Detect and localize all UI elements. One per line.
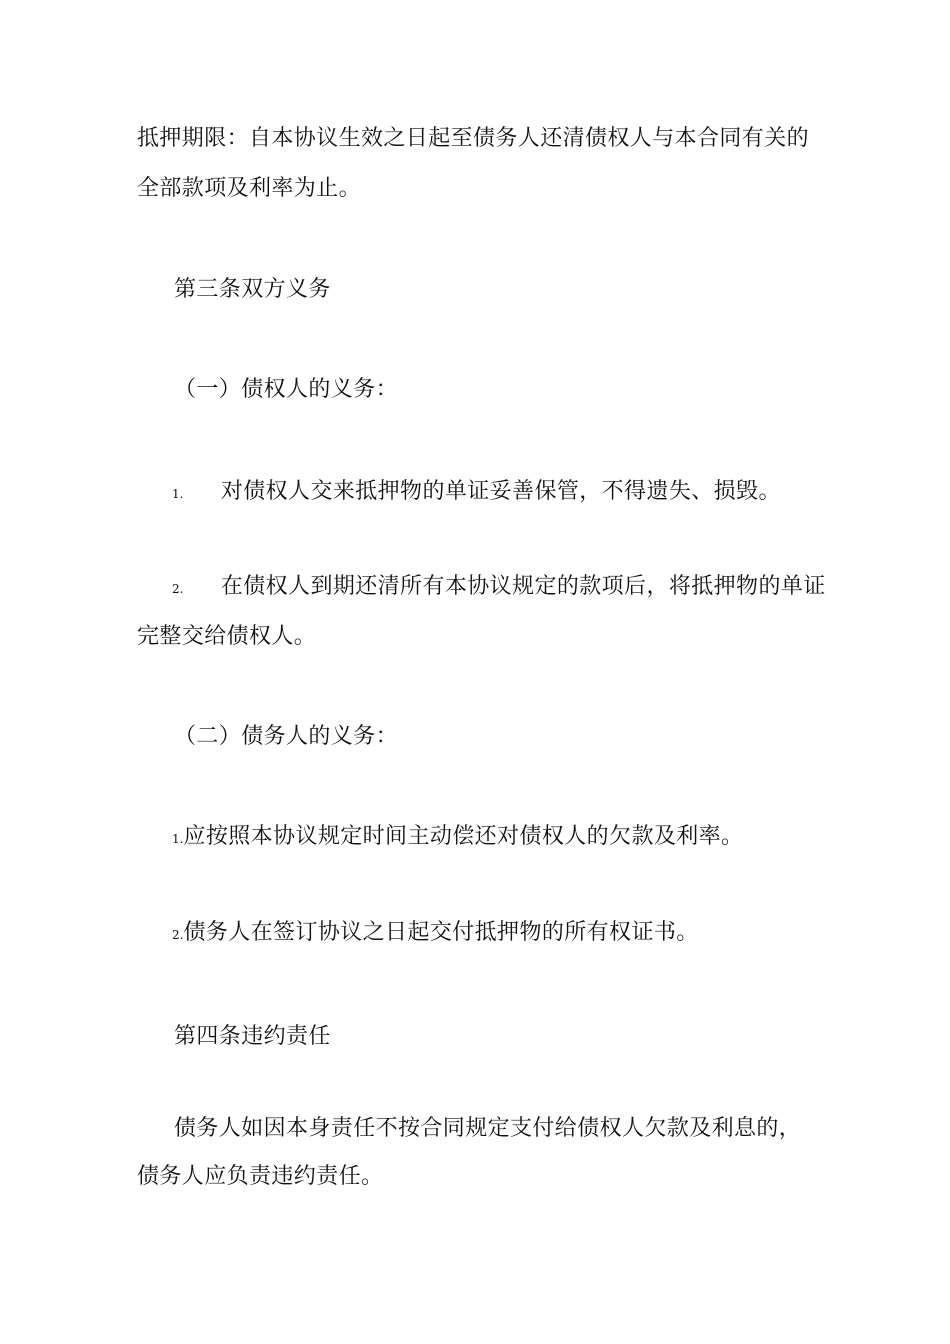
paragraph-mortgage-term-line1: 抵押期限：自本协议生效之日起至债务人还清债权人与本合同有关的 xyxy=(137,126,810,151)
debtor-obligation-item-1 xyxy=(172,822,743,854)
paragraph-breach-line1: 债务人如因本身责任不按合同规定支付给债权人欠款及利息的， xyxy=(174,1116,802,1141)
paragraph-breach-line2: 债务人应负责违约责任。 xyxy=(137,1164,384,1189)
item-number: 1. xyxy=(172,487,184,501)
article-3-heading: 第三条双方义务 xyxy=(174,277,331,302)
item-number: 2. xyxy=(172,582,184,596)
creditor-obligations-heading: （一）债权人的义务： xyxy=(174,377,399,402)
item-number: 1. xyxy=(172,832,184,846)
creditor-obligation-item-2-line2: 完整交给债权人。 xyxy=(137,624,317,649)
creditor-obligation-item-1 xyxy=(172,477,781,509)
paragraph-mortgage-term-line2: 全部款项及利率为止。 xyxy=(137,176,362,201)
item-text: 在债权人到期还清所有本协议规定的款项后，将抵押物的单证 xyxy=(220,574,826,599)
item-number: 2. xyxy=(172,928,184,942)
item-text: 对债权人交来抵押物的单证妥善保管，不得遗失、损毁。 xyxy=(220,479,781,504)
item-text: 应按照本协议规定时间主动偿还对债权人的欠款及利率。 xyxy=(183,824,744,849)
article-4-heading: 第四条违约责任 xyxy=(174,1024,331,1049)
item-text: 债务人在签订协议之日起交付抵押物的所有权证书。 xyxy=(183,920,699,945)
debtor-obligations-heading: （二）债务人的义务： xyxy=(174,724,399,749)
creditor-obligation-item-2-line1 xyxy=(172,572,826,604)
debtor-obligation-item-2 xyxy=(172,918,699,950)
